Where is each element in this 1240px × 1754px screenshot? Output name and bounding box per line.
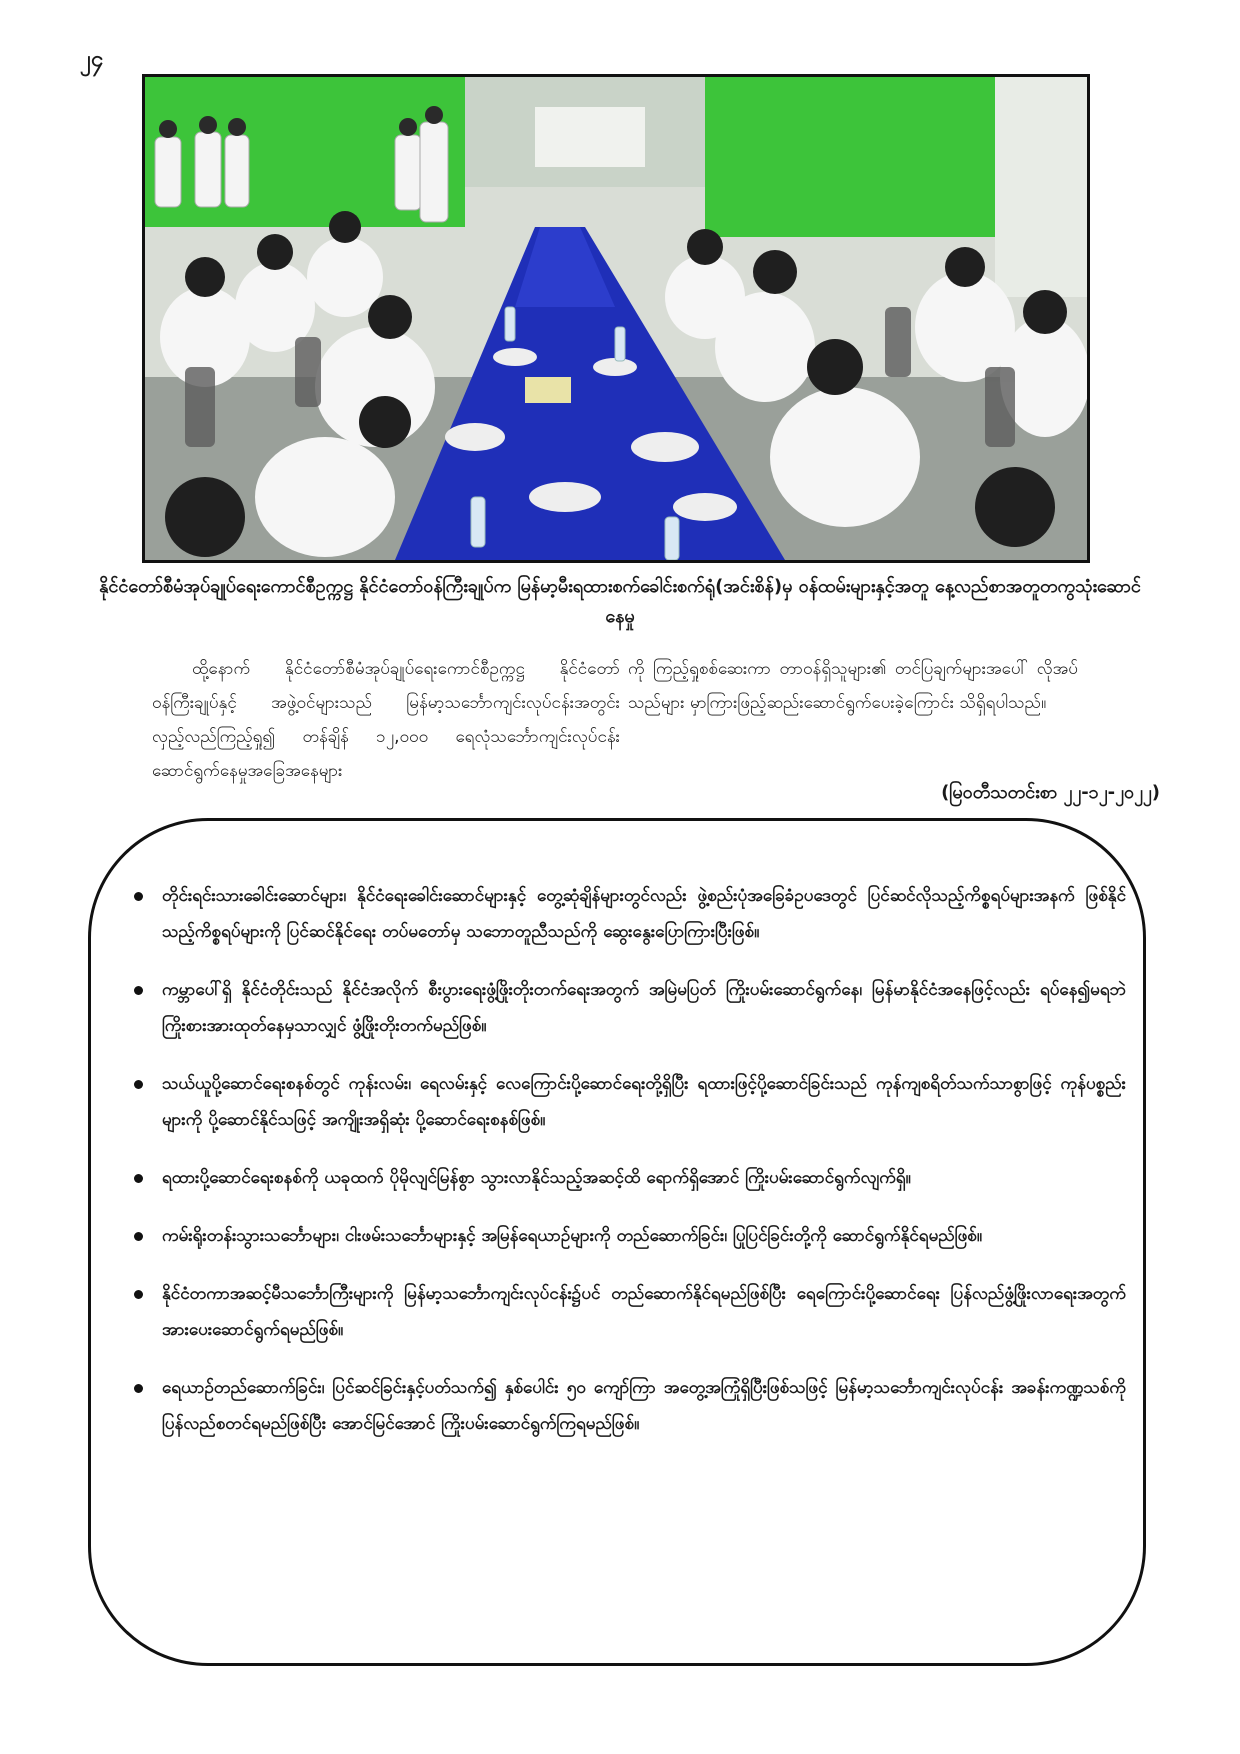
list-item-text: နိုင်ငံတကာအဆင့်မီသင်္ဘောကြီးများကို မြန်မာ့သင်္ဘောကျင်းလုပ်ငန်း၌ပင် တည်ဆောက်နိုင်ရမည်ဖြစ်ပြီး ရေကြောင်းပို့ဆောင်ရေး ပြန်လည်ဖွံ့ဖြိုးလာရေးအတွက် အားပေးဆောင်ရွက်ရမည်ဖြစ်။ [162,1284,1126,1340]
list-item-text: ရေယာဉ်တည်ဆောက်ခြင်း၊ ပြင်ဆင်ခြင်းနှင့်ပတ်သက်၍ နှစ်ပေါင်း ၅၀ ကျော်ကြာ အတွေ့အကြုံရှိပြီးဖြစ်သဖြင့် မြန်မာ့သင်္ဘောကျင်းလုပ်ငန်း အခန်းကဏ္ဍသစ်ကို ပြန်လည်စတင်ရမည်ဖြစ်ပြီး အောင်မြင်အောင် ကြိုးပမ်းဆောင်ရွက်ကြရမည်ဖြစ်။ [162,1378,1126,1434]
photo-caption: နိုင်ငံတော်စီမံအုပ်ချုပ်ရေးကောင်စီဥက္ကဋ္ဌ နိုင်ငံတော်ဝန်ကြီးချုပ်က မြန်မာ့မီးရထားစက်ခေါင်းစက်ရုံ(အင်းစိန်)မှ ဝန်ထမ်းများနှင့်အတူ နေ့လည်စာအတူတကွသုံးဆောင်နေမှု [99,576,1141,627]
news-source: (မြဝတီသတင်းစာ ၂၂-၁၂-၂၀၂၂) [941,782,1160,803]
article-column-right: ကို ကြည့်ရှုစစ်ဆေးကာ တာဝန်ရှိသူများ၏ တင်ပြချက်များအပေါ် လိုအပ်သည်များ မှာကြားဖြည့်ဆည်းဆောင်ရွက်ပေးခဲ့ကြောင်း သိရှိရပါသည်။ [628,659,1078,713]
list-item [126,972,1126,1044]
bullet-icon [134,1080,143,1089]
highlights-list [126,878,1126,1464]
list-item-text: ရထားပို့ဆောင်ရေးစနစ်ကို ယခုထက် ပိုမိုလျင်မြန်စွာ သွားလာနိုင်သည့်အဆင့်ထိ ရောက်ရှိအောင် ကြိုးပမ်းဆောင်ရွက်လျက်ရှိ။ [162,1168,911,1188]
bullet-icon [134,1232,143,1241]
list-item [126,1276,1126,1348]
list-item [126,1160,1126,1196]
page-number: ၂၄ [80,47,104,72]
article-column-left: ထို့နောက် နိုင်ငံတော်စီမံအုပ်ချုပ်ရေးကောင်စီဥက္ကဋ္ဌ နိုင်ငံတော်ဝန်ကြီးချုပ်နှင့် အဖွဲ့ဝင်များသည် မြန်မာ့သင်္ဘောကျင်းလုပ်ငန်းအတွင်း လှည့်လည်ကြည့်ရှု၍ တန်ချိန် ၁၂,၀၀၀ ရေလုံသင်္ဘောကျင်းလုပ်ငန်း ဆောင်ရွက်နေမှုအခြေအနေများ [152,659,620,781]
bullet-icon [134,1174,143,1183]
bullet-icon [134,1290,143,1299]
bullet-icon [134,986,143,995]
list-item [126,878,1126,950]
dining-scene-illustration [145,77,1087,560]
bullet-icon [134,1384,143,1393]
list-item-text: ကမ္ဘာပေါ်ရှိ နိုင်ငံတိုင်းသည် နိုင်ငံအလိုက် စီးပွားရေးဖွံ့ဖြိုးတိုးတက်ရေးအတွက် အမြဲမပြတ် ကြိုးပမ်းဆောင်ရွက်နေ၊ မြန်မာနိုင်ငံအနေဖြင့်လည်း ရပ်နေ၍မရဘဲ ကြိုးစားအားထုတ်နေမှသာလျှင် ဖွံ့ဖြိုးတိုးတက်မည်ဖြစ်။ [162,980,1126,1036]
list-item-text: ကမ်းရိုးတန်းသွားသင်္ဘောများ၊ ငါးဖမ်းသင်္ဘောများနှင့် အမြန်ရေယာဉ်များကို တည်ဆောက်ခြင်း၊ ပြုပြင်ခြင်းတို့ကို ဆောင်ရွက်နိုင်ရမည်ဖြစ်။ [162,1226,982,1246]
list-item-text: သယ်ယူပို့ဆောင်ရေးစနစ်တွင် ကုန်းလမ်း၊ ရေလမ်းနှင့် လေကြောင်းပို့ဆောင်ရေးတို့ရှိပြီး ရထားဖြင့်ပို့ဆောင်ခြင်းသည် ကုန်ကျစရိတ်သက်သာစွာဖြင့် ကုန်ပစ္စည်းများကို ပို့ဆောင်နိုင်သဖြင့် အကျိုးအရှိဆုံး ပို့ဆောင်ရေးစနစ်ဖြစ်။ [162,1074,1126,1130]
list-item [126,1066,1126,1138]
list-item [126,1370,1126,1442]
list-item [126,1218,1126,1254]
event-photo [142,74,1090,563]
bullet-icon [134,892,143,901]
list-item-text: တိုင်းရင်းသားခေါင်းဆောင်များ၊ နိုင်ငံရေးခေါင်းဆောင်များနှင့် တွေ့ဆုံချိန်များတွင်လည်း ဖွဲ့စည်းပုံအခြေခံဥပဒေတွင် ပြင်ဆင်လိုသည့်ကိစ္စရပ်များအနက် ဖြစ်နိုင်သည့်ကိစ္စရပ်များကို ပြင်ဆင်နိုင်ရေး တပ်မတော်မှ သဘောတူညီသည်ကို ဆွေးနွေးပြောကြားပြီးဖြစ်။ [162,886,1126,942]
